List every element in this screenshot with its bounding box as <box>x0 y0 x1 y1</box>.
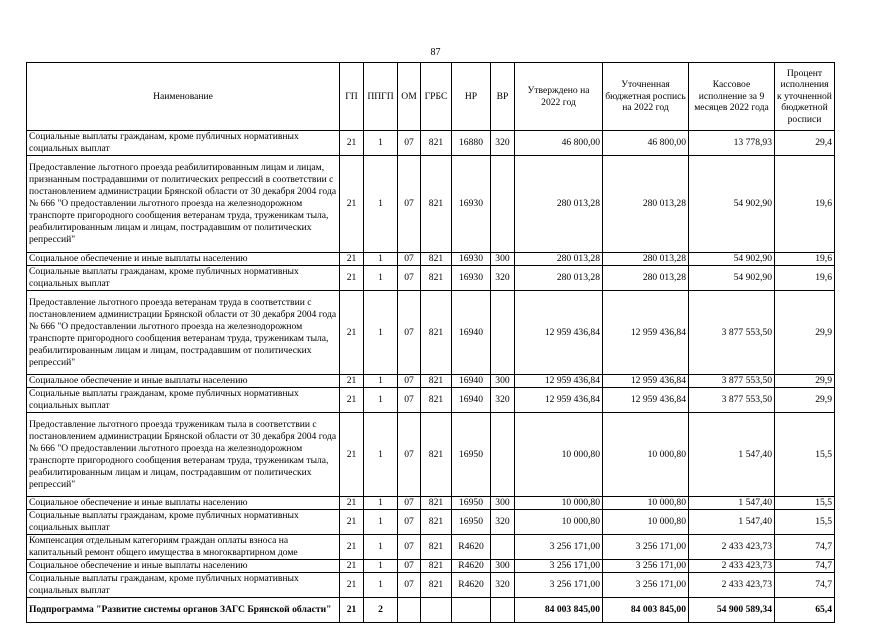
table-row <box>27 497 835 510</box>
cell-approved: 10 000,80 <box>515 413 603 497</box>
cell-vr: 320 <box>491 266 515 291</box>
cell-percent: 19,6 <box>775 266 835 291</box>
cell-approved: 12 959 436,84 <box>515 388 603 413</box>
cell-refined: 280 013,28 <box>603 266 689 291</box>
table-row <box>27 560 835 573</box>
cell-ppgp: 1 <box>364 560 398 573</box>
cell-om <box>398 598 421 623</box>
header-gp: ГП <box>340 63 364 131</box>
table-row <box>27 375 835 388</box>
cell-approved: 3 256 171,00 <box>515 573 603 598</box>
page-number: 87 <box>430 47 441 58</box>
cell-ppgp: 1 <box>364 131 398 156</box>
cell-grbs: 821 <box>421 560 452 573</box>
cell-refined: 46 800,00 <box>603 131 689 156</box>
cell-nr: R4620 <box>452 535 491 560</box>
cell-ppgp: 1 <box>364 156 398 253</box>
cell-name: Социальное обеспечение и иные выплаты населению <box>27 560 340 573</box>
table-row <box>27 573 835 598</box>
cell-ppgp: 1 <box>364 291 398 375</box>
cell-om: 07 <box>398 266 421 291</box>
cell-name: Компенсация отдельным категориям граждан оплаты взноса на капитальный ремонт общего имущества в многоквартирном доме <box>27 535 340 560</box>
cell-name: Социальные выплаты гражданам, кроме публичных нормативных социальных выплат <box>27 388 340 413</box>
cell-vr <box>491 291 515 375</box>
cell-name: Социальное обеспечение и иные выплаты населению <box>27 497 340 510</box>
table-header <box>27 63 835 131</box>
cell-nr: 16880 <box>452 131 491 156</box>
cell-om: 07 <box>398 388 421 413</box>
cell-om: 07 <box>398 560 421 573</box>
cell-percent: 74,7 <box>775 535 835 560</box>
cell-cash: 54 902,90 <box>689 266 775 291</box>
cell-vr: 300 <box>491 497 515 510</box>
cell-grbs: 821 <box>421 131 452 156</box>
cell-gp: 21 <box>340 156 364 253</box>
cell-om: 07 <box>398 413 421 497</box>
cell-vr <box>491 413 515 497</box>
cell-om: 07 <box>398 291 421 375</box>
cell-refined: 10 000,80 <box>603 510 689 535</box>
cell-nr: 16950 <box>452 497 491 510</box>
table-row-total <box>27 598 835 623</box>
table-row <box>27 413 835 497</box>
cell-percent: 29,9 <box>775 388 835 413</box>
cell-approved: 3 256 171,00 <box>515 560 603 573</box>
cell-name: Социальное обеспечение и иные выплаты населению <box>27 375 340 388</box>
header-nr: НР <box>452 63 491 131</box>
header-grbs: ГРБС <box>421 63 452 131</box>
cell-om: 07 <box>398 156 421 253</box>
cell-name: Социальные выплаты гражданам, кроме публичных нормативных социальных выплат <box>27 573 340 598</box>
cell-cash: 1 547,40 <box>689 510 775 535</box>
cell-grbs: 821 <box>421 510 452 535</box>
cell-grbs: 821 <box>421 388 452 413</box>
cell-name: Социальные выплаты гражданам, кроме публичных нормативных социальных выплат <box>27 266 340 291</box>
cell-approved: 10 000,80 <box>515 497 603 510</box>
cell-gp: 21 <box>340 560 364 573</box>
table-row <box>27 266 835 291</box>
cell-ppgp: 1 <box>364 388 398 413</box>
cell-nr: R4620 <box>452 573 491 598</box>
cell-refined: 84 003 845,00 <box>603 598 689 623</box>
cell-nr: 16950 <box>452 413 491 497</box>
cell-grbs: 821 <box>421 253 452 266</box>
cell-gp: 21 <box>340 291 364 375</box>
cell-grbs: 821 <box>421 573 452 598</box>
cell-refined: 10 000,80 <box>603 497 689 510</box>
cell-grbs: 821 <box>421 497 452 510</box>
cell-refined: 3 256 171,00 <box>603 573 689 598</box>
cell-percent: 74,7 <box>775 573 835 598</box>
cell-om: 07 <box>398 131 421 156</box>
header-om: ОМ <box>398 63 421 131</box>
cell-cash: 3 877 553,50 <box>689 375 775 388</box>
cell-name: Социальное обеспечение и иные выплаты населению <box>27 253 340 266</box>
table-row <box>27 131 835 156</box>
cell-om: 07 <box>398 497 421 510</box>
cell-grbs: 821 <box>421 535 452 560</box>
table-body <box>27 131 835 623</box>
header-name: Наименование <box>27 63 340 131</box>
cell-ppgp: 1 <box>364 497 398 510</box>
cell-cash: 54 902,90 <box>689 253 775 266</box>
cell-cash: 54 900 589,34 <box>689 598 775 623</box>
cell-gp: 21 <box>340 375 364 388</box>
cell-approved: 12 959 436,84 <box>515 291 603 375</box>
budget-execution-table <box>26 62 835 623</box>
cell-grbs: 821 <box>421 266 452 291</box>
cell-ppgp: 1 <box>364 375 398 388</box>
cell-cash: 3 877 553,50 <box>689 291 775 375</box>
cell-grbs: 821 <box>421 413 452 497</box>
cell-refined: 12 959 436,84 <box>603 388 689 413</box>
cell-vr: 320 <box>491 510 515 535</box>
cell-gp: 21 <box>340 131 364 156</box>
cell-approved: 3 256 171,00 <box>515 535 603 560</box>
cell-om: 07 <box>398 510 421 535</box>
cell-ppgp: 2 <box>364 598 398 623</box>
cell-gp: 21 <box>340 497 364 510</box>
cell-nr: 16940 <box>452 388 491 413</box>
cell-ppgp: 1 <box>364 510 398 535</box>
cell-cash: 2 433 423,73 <box>689 535 775 560</box>
cell-vr: 320 <box>491 388 515 413</box>
cell-gp: 21 <box>340 573 364 598</box>
cell-percent: 15,5 <box>775 510 835 535</box>
cell-approved: 10 000,80 <box>515 510 603 535</box>
cell-approved: 280 013,28 <box>515 156 603 253</box>
cell-name: Предоставление льготного проезда труженикам тыла в соответствии с постановлением администрации Брянской области от 30 декабря 2004 года № 666 "О предоставлении льготного проезда на железнодорожном транспорте пригородного сообщения ветеранам труда, труженикам тыла, реабилитированным лицам и лицам, пострадавшим от политических репрессий" <box>27 413 340 497</box>
table-row <box>27 535 835 560</box>
cell-vr <box>491 598 515 623</box>
cell-percent: 74,7 <box>775 560 835 573</box>
cell-gp: 21 <box>340 253 364 266</box>
cell-cash: 13 778,93 <box>689 131 775 156</box>
cell-approved: 12 959 436,84 <box>515 375 603 388</box>
cell-refined: 12 959 436,84 <box>603 291 689 375</box>
cell-name: Социальные выплаты гражданам, кроме публичных нормативных социальных выплат <box>27 510 340 535</box>
cell-approved: 280 013,28 <box>515 266 603 291</box>
cell-gp: 21 <box>340 535 364 560</box>
cell-grbs: 821 <box>421 156 452 253</box>
cell-nr: 16940 <box>452 375 491 388</box>
cell-nr: 16950 <box>452 510 491 535</box>
table-row <box>27 510 835 535</box>
cell-name: Социальные выплаты гражданам, кроме публичных нормативных социальных выплат <box>27 131 340 156</box>
cell-refined: 280 013,28 <box>603 156 689 253</box>
cell-percent: 29,9 <box>775 375 835 388</box>
cell-ppgp: 1 <box>364 413 398 497</box>
cell-cash: 1 547,40 <box>689 497 775 510</box>
cell-om: 07 <box>398 535 421 560</box>
cell-vr: 320 <box>491 131 515 156</box>
cell-vr <box>491 535 515 560</box>
cell-name: Подпрограмма "Развитие системы органов ЗАГС Брянской области" <box>27 598 340 623</box>
cell-vr <box>491 156 515 253</box>
cell-grbs: 821 <box>421 291 452 375</box>
cell-cash: 2 433 423,73 <box>689 573 775 598</box>
cell-gp: 21 <box>340 266 364 291</box>
cell-om: 07 <box>398 573 421 598</box>
cell-refined: 10 000,80 <box>603 413 689 497</box>
cell-nr: R4620 <box>452 560 491 573</box>
table-row <box>27 291 835 375</box>
cell-gp: 21 <box>340 388 364 413</box>
cell-name: Предоставление льготного проезда ветеранам труда в соответствии с постановлением администрации Брянской области от 30 декабря 2004 года № 666 "О предоставлении льготного проезда на железнодорожном транспорте пригородного сообщения ветеранам труда, труженикам тыла, реабилитированным лицам и лицам, пострадавшим от политических репрессий" <box>27 291 340 375</box>
cell-nr <box>452 598 491 623</box>
cell-cash: 54 902,90 <box>689 156 775 253</box>
cell-ppgp: 1 <box>364 253 398 266</box>
cell-refined: 12 959 436,84 <box>603 375 689 388</box>
cell-cash: 2 433 423,73 <box>689 560 775 573</box>
cell-refined: 280 013,28 <box>603 253 689 266</box>
cell-percent: 65,4 <box>775 598 835 623</box>
cell-percent: 15,5 <box>775 413 835 497</box>
cell-percent: 29,9 <box>775 291 835 375</box>
cell-ppgp: 1 <box>364 266 398 291</box>
cell-nr: 16930 <box>452 156 491 253</box>
cell-approved: 280 013,28 <box>515 253 603 266</box>
cell-cash: 1 547,40 <box>689 413 775 497</box>
table-row <box>27 156 835 253</box>
header-percent: Процент исполнения к уточненной бюджетной росписи <box>775 63 835 131</box>
cell-vr: 300 <box>491 253 515 266</box>
header-ppgp: ППГП <box>364 63 398 131</box>
cell-refined: 3 256 171,00 <box>603 535 689 560</box>
cell-vr: 320 <box>491 573 515 598</box>
header-approved: Утверждено на 2022 год <box>515 63 603 131</box>
header-vr: ВР <box>491 63 515 131</box>
cell-approved: 46 800,00 <box>515 131 603 156</box>
cell-gp: 21 <box>340 510 364 535</box>
header-cash: Кассовое исполнение за 9 месяцев 2022 года <box>689 63 775 131</box>
cell-name: Предоставление льготного проезда реабилитированным лицам и лицам, признанным пострадавшими от политических репрессий в соответствии с постановлением администрации Брянской области от 30 декабря 2004 года № 666 "О предоставлении льготного проезда на железнодорожном транспорте пригородного сообщения ветеранам труда, труженикам тыла, реабилитированным лицам и лицам, пострадавшим от политических репрессий" <box>27 156 340 253</box>
cell-gp: 21 <box>340 598 364 623</box>
cell-ppgp: 1 <box>364 535 398 560</box>
cell-gp: 21 <box>340 413 364 497</box>
cell-om: 07 <box>398 375 421 388</box>
cell-ppgp: 1 <box>364 573 398 598</box>
cell-percent: 15,5 <box>775 497 835 510</box>
cell-grbs: 821 <box>421 375 452 388</box>
cell-grbs <box>421 598 452 623</box>
table-row <box>27 253 835 266</box>
cell-nr: 16940 <box>452 291 491 375</box>
cell-approved: 84 003 845,00 <box>515 598 603 623</box>
cell-vr: 300 <box>491 560 515 573</box>
header-refined: Уточненная бюджетная роспись на 2022 год <box>603 63 689 131</box>
cell-nr: 16930 <box>452 266 491 291</box>
cell-cash: 3 877 553,50 <box>689 388 775 413</box>
cell-nr: 16930 <box>452 253 491 266</box>
cell-percent: 29,4 <box>775 131 835 156</box>
cell-om: 07 <box>398 253 421 266</box>
cell-percent: 19,6 <box>775 156 835 253</box>
cell-refined: 3 256 171,00 <box>603 560 689 573</box>
cell-vr: 300 <box>491 375 515 388</box>
cell-percent: 19,6 <box>775 253 835 266</box>
table-row <box>27 388 835 413</box>
